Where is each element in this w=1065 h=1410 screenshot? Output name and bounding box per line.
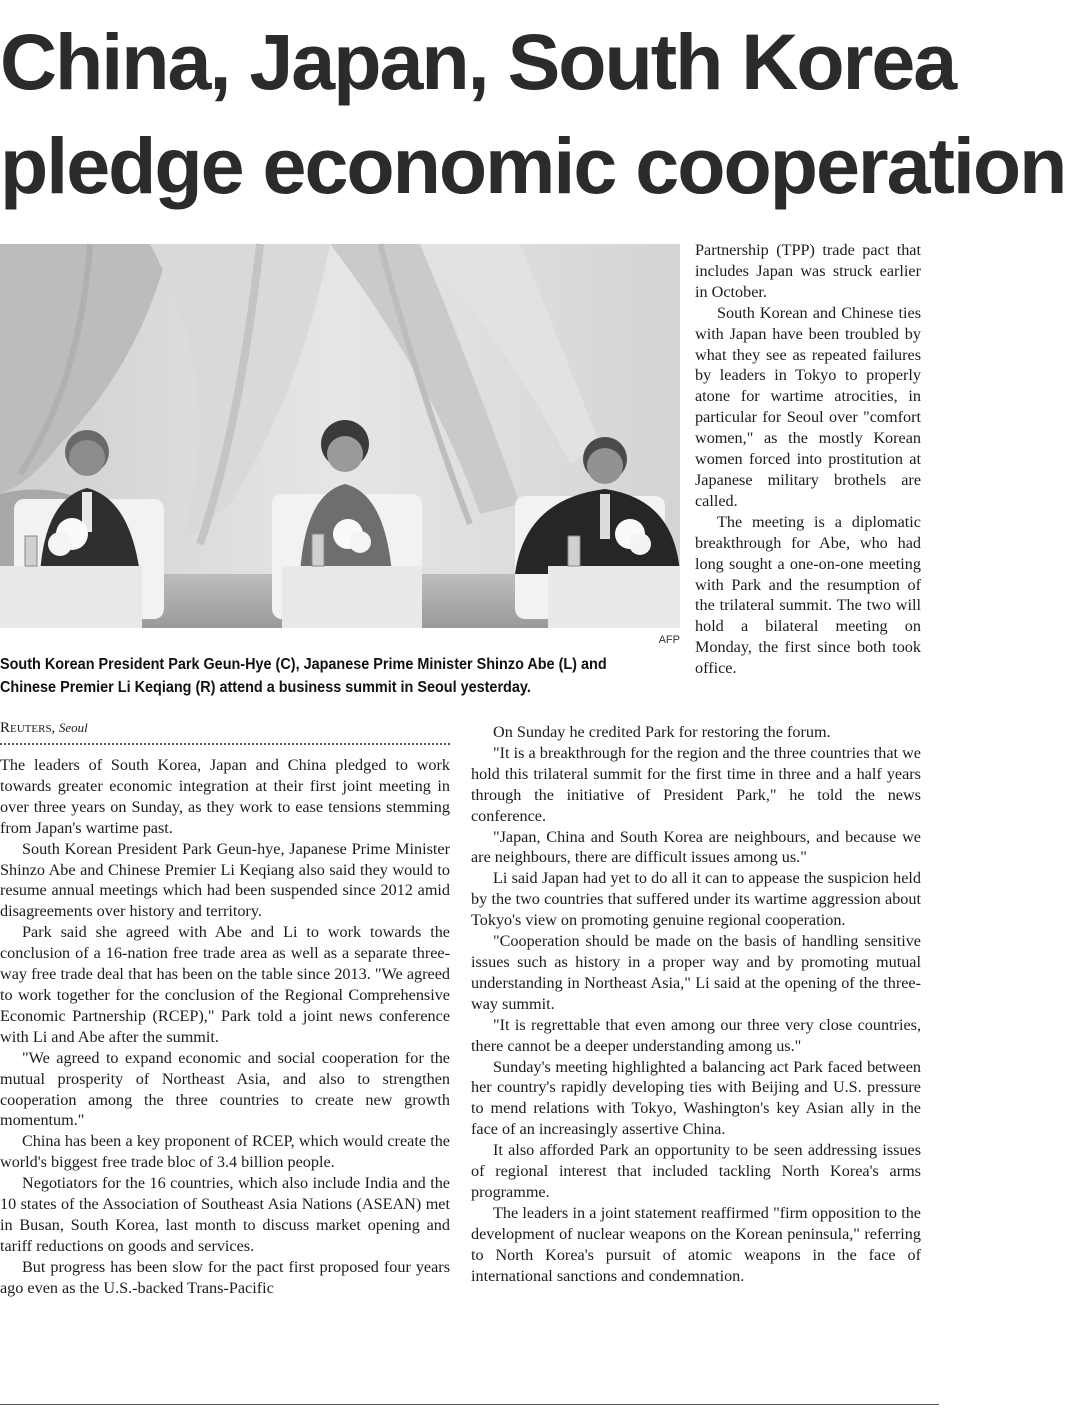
summit-photo <box>0 244 680 628</box>
article-paragraph: South Korean President Park Geun-hye, Japanese Prime Minister Shinzo Abe and Chinese Premier Li Keqiang also said they would to resume annual meetings which had been suspended since 2012 amid disagreements over history and territory. <box>0 839 450 921</box>
article-paragraph: The leaders of South Korea, Japan and China pledged to work towards greater economic integration at their first joint meeting in over three years on Sunday, as they work to ease tensions stemming from Japan's wartime past. <box>0 756 450 837</box>
article-paragraph: But progress has been slow for the pact first proposed four years ago even as the U.S.-backed Trans-Pacific <box>0 1257 450 1297</box>
byline-city: Seoul <box>58 720 88 735</box>
article-paragraph: On Sunday he credited Park for restoring the forum. <box>493 723 831 741</box>
article-column-right <box>695 240 921 679</box>
article-paragraph: Li said Japan had yet to do all it can to appease the suspicion held by the two countries that suffered under its wartime aggression about Tokyo's view on promoting genuine regional cooperation. <box>471 869 921 930</box>
article-paragraph: "We agreed to expand economic and social cooperation for the mutual prosperity of Northeast Asia, and also to strengthen cooperation among the three countries to create new growth momentum." <box>0 1048 450 1130</box>
article-column-left <box>0 718 450 1299</box>
article-paragraph: "It is regrettable that even among our three very close countries, there cannot be a deeper understanding among us." <box>471 1015 921 1055</box>
byline <box>0 718 450 745</box>
article-paragraph: "Japan, China and South Korea are neighbours, and because we are neighbours, there are difficult issues among us." <box>471 827 921 867</box>
headline-line-1: China, Japan, South Korea <box>0 17 956 106</box>
article-paragraph: The meeting is a diplomatic breakthrough for Abe, who had long sought a one-on-one meeting with Park and the resumption of the trilateral summit. The two will hold a bilateral meeting on Monday, the first since both took office. <box>695 512 921 678</box>
article-paragraph: It also afforded Park an opportunity to be seen addressing issues of regional interest that included tackling North Korea's arms programme. <box>471 1141 921 1201</box>
photo-caption: South Korean President Park Geun-Hye (C), Japanese Prime Minister Shinzo Abe (L) and Chinese Premier Li Keqiang (R) attend a business summit in Seoul yesterday. <box>0 656 607 696</box>
article-column-middle <box>471 722 921 1286</box>
article-paragraph: Sunday's meeting highlighted a balancing act Park faced between her country's rapidly developing ties with Beijing and U.S. pressure to mend relations with Tokyo, Washington's key Asian ally in the face of an increasingly assertive China. <box>471 1057 921 1139</box>
article-paragraph: "It is a breakthrough for the region and the three countries that we hold this trilateral summit for the first time in three and a half years through the initiative of President Park," he told the news conference. <box>471 743 921 825</box>
article-paragraph: South Korean and Chinese ties with Japan have been troubled by what they see as repeated failures by leaders in Tokyo to properly atone for wartime atrocities, in particular for Seoul over "comfort women," as the mostly Korean women forced into prostitution at Japanese military brothels are called. <box>695 303 921 510</box>
article-paragraph: Partnership (TPP) trade pact that includes Japan was struck earlier in October. <box>695 241 921 301</box>
byline-agency: Reuters, <box>0 720 56 736</box>
article-paragraph: "Cooperation should be made on the basis of handling sensitive issues such as history in a proper way and by promoting mutual understanding in Northeast Asia," Li said at the opening of the three-way summit. <box>471 932 921 1013</box>
headline <box>0 10 1065 218</box>
photo-credit: AFP <box>658 634 680 646</box>
article-paragraph: Negotiators for the 16 countries, which also include India and the 10 states of the Association of Southeast Asia Nations (ASEAN) met in Busan, South Korea, last month to discuss market opening and tariff reductions on goods and services. <box>0 1174 450 1255</box>
article-paragraph: The leaders in a joint statement reaffirmed "firm opposition to the development of nuclear weapons on the Korean peninsula," referring to North Korea's pursuit of atomic weapons in the face of international sanctions and condemnation. <box>471 1203 921 1285</box>
article-paragraph: Park said she agreed with Abe and Li to work towards the conclusion of a 16-nation free trade area as well as a separate three-way free trade deal that has been on the table since 2013. "We agreed to work together for the conclusion of the Regional Comprehensive Economic Partnership (RCEP)," Park told a joint news conference with Li and Abe after the summit. <box>0 923 450 1046</box>
headline-line-2: pledge economic cooperation <box>0 121 1065 210</box>
article-paragraph: China has been a key proponent of RCEP, which would create the world's biggest free trade bloc of 3.4 billion people. <box>0 1132 450 1172</box>
bottom-rule <box>0 1404 939 1405</box>
